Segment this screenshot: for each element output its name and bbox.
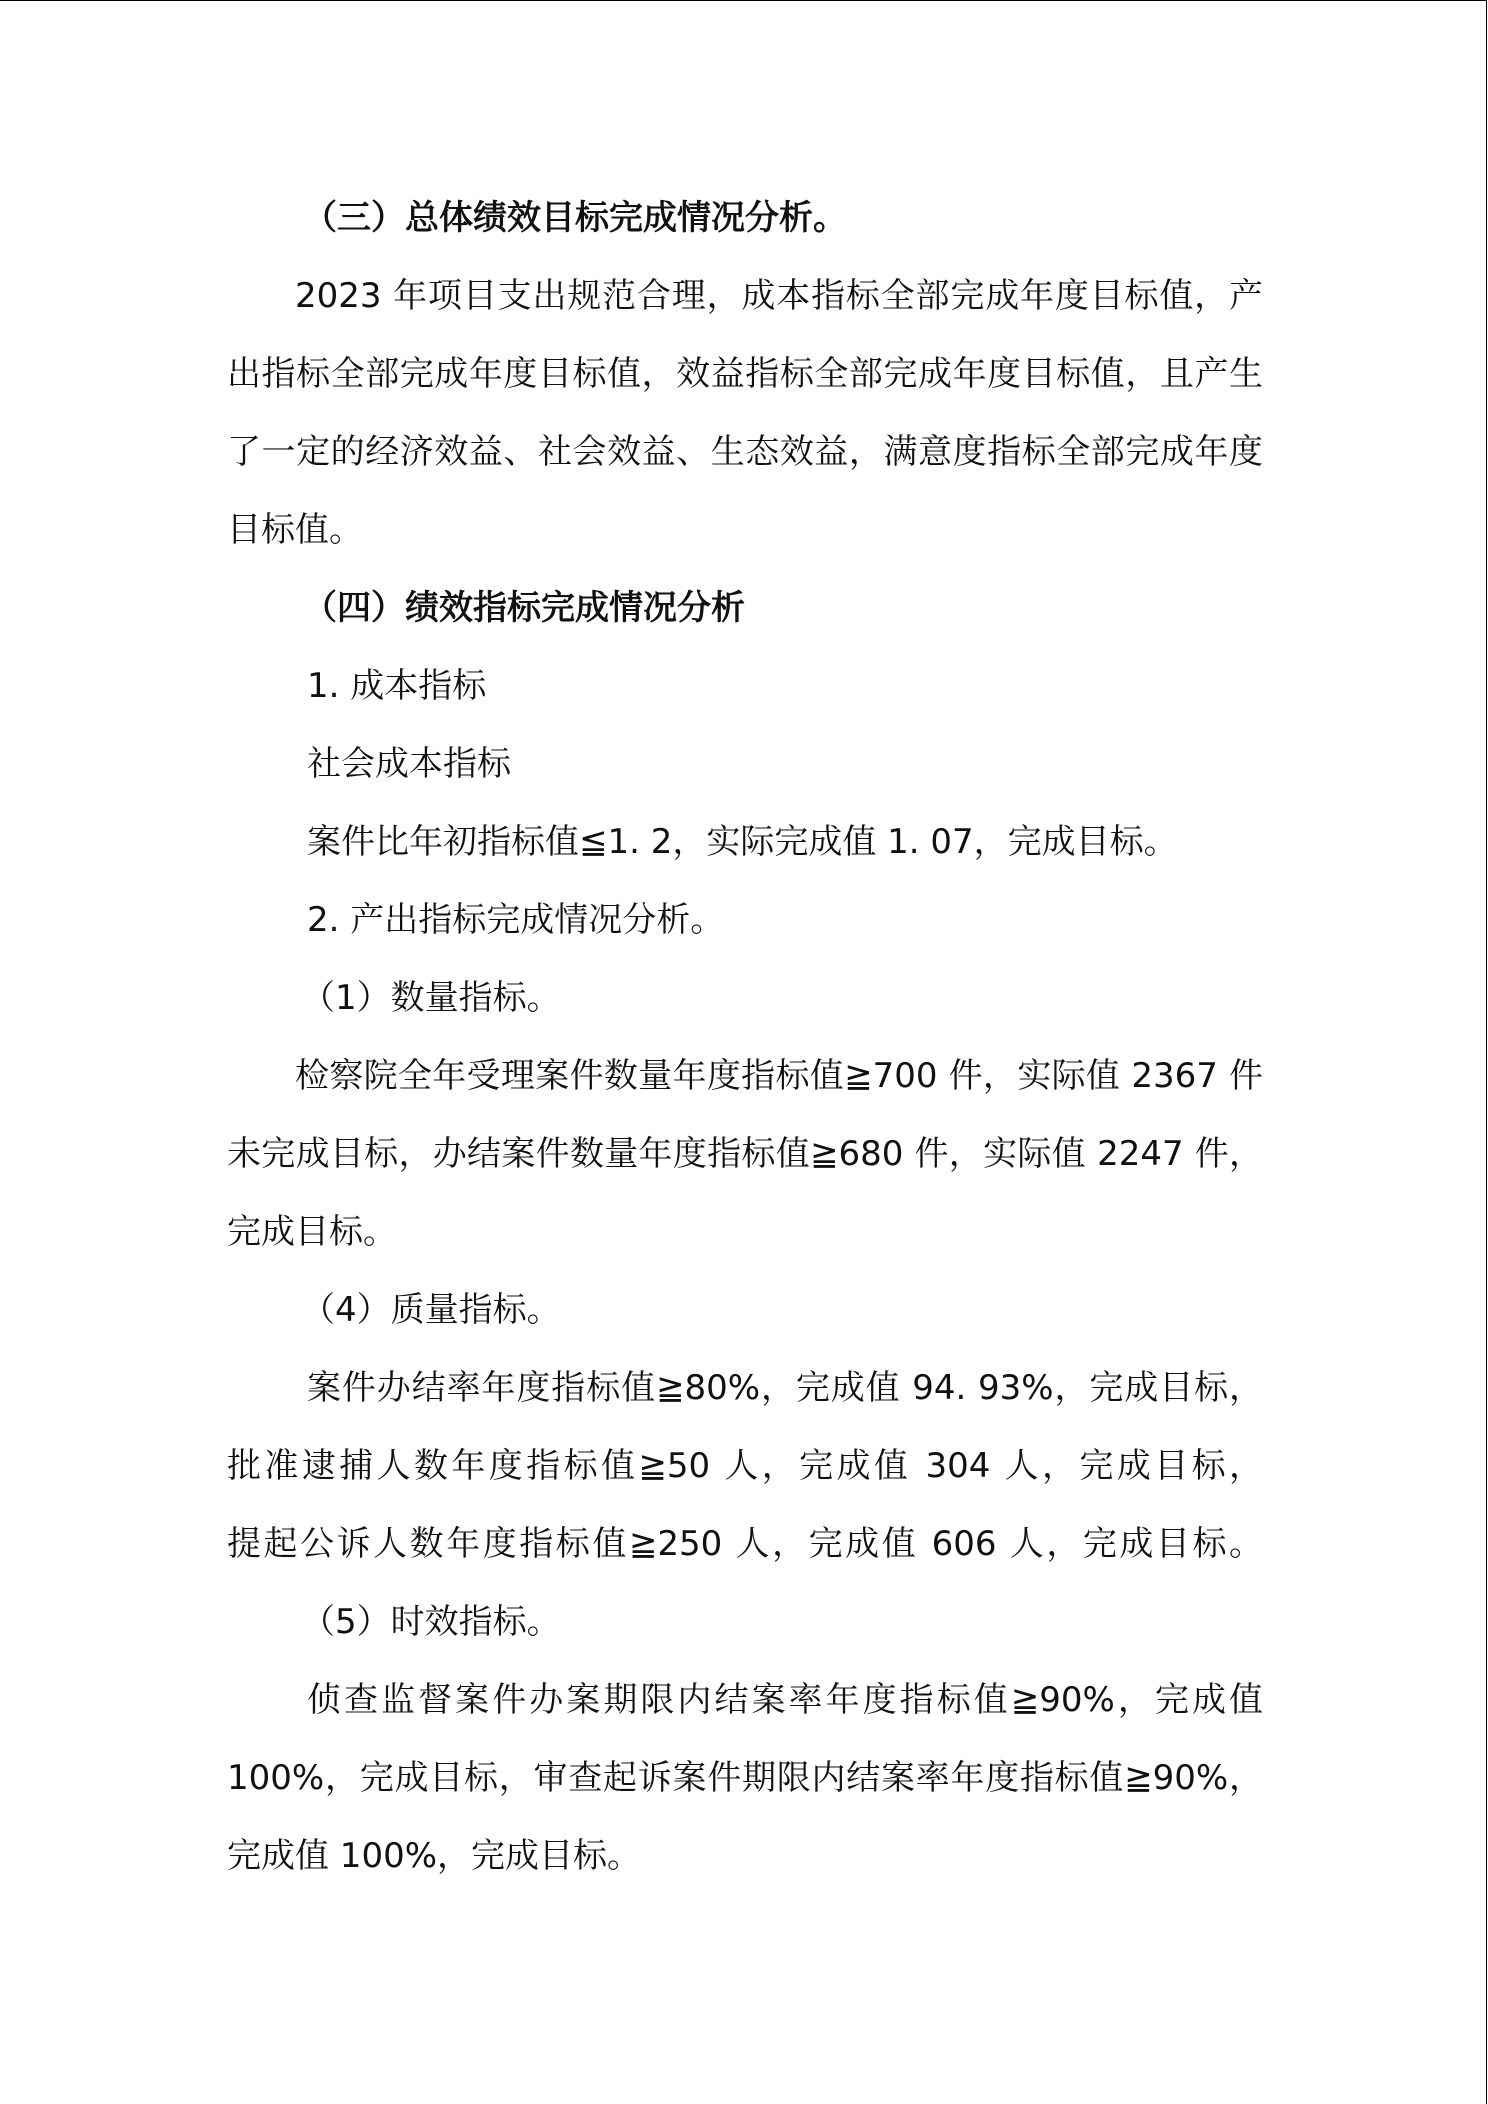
paragraph-line: 侦查监督案件办案期限内结案率年度指标值≧90%，完成值: [307, 1680, 1263, 1720]
paragraph-line: 未完成目标，办结案件数量年度指标值≧680 件，实际值 2247 件，: [227, 1134, 1263, 1174]
paragraph-line: 批准逮捕人数年度指标值≧50 人，完成值 304 人，完成目标，: [227, 1446, 1263, 1486]
subheading-timeliness: （5）时效指标。: [301, 1602, 561, 1642]
paragraph-line: 提起公诉人数年度指标值≧250 人，完成值 606 人，完成目标。: [227, 1524, 1263, 1564]
subheading-quality: （4）质量指标。: [301, 1290, 561, 1330]
subheading-output: 2. 产出指标完成情况分析。: [307, 900, 725, 940]
paragraph-line: 了一定的经济效益、社会效益、生态效益，满意度指标全部完成年度: [227, 432, 1263, 472]
paragraph-line: 完成值 100%，完成目标。: [227, 1836, 642, 1876]
subheading-quantity: （1）数量指标。: [301, 978, 561, 1018]
subheading-cost: 1. 成本指标: [307, 666, 487, 706]
paragraph-line: 案件比年初指标值≦1. 2，实际完成值 1. 07，完成目标。: [307, 822, 1178, 862]
paragraph-line: 出指标全部完成年度目标值，效益指标全部完成年度目标值，且产生: [227, 354, 1263, 394]
paragraph-line: 2023 年项目支出规范合理，成本指标全部完成年度目标值，产: [295, 276, 1263, 316]
paragraph-line: 完成目标。: [227, 1212, 397, 1252]
paragraph-line: 目标值。: [227, 510, 363, 550]
subheading-social-cost: 社会成本指标: [307, 744, 511, 784]
section-heading-4: （四）绩效指标完成情况分析: [303, 588, 745, 628]
paragraph-line: 案件办结率年度指标值≧80%，完成值 94. 93%，完成目标，: [307, 1368, 1263, 1408]
paragraph-line: 100%，完成目标，审查起诉案件期限内结案率年度指标值≧90%，: [227, 1758, 1263, 1798]
document-body: [227, 179, 1263, 1895]
section-heading-3: （三）总体绩效目标完成情况分析。: [303, 198, 847, 238]
paragraph-line: 检察院全年受理案件数量年度指标值≧700 件，实际值 2367 件: [295, 1056, 1263, 1096]
